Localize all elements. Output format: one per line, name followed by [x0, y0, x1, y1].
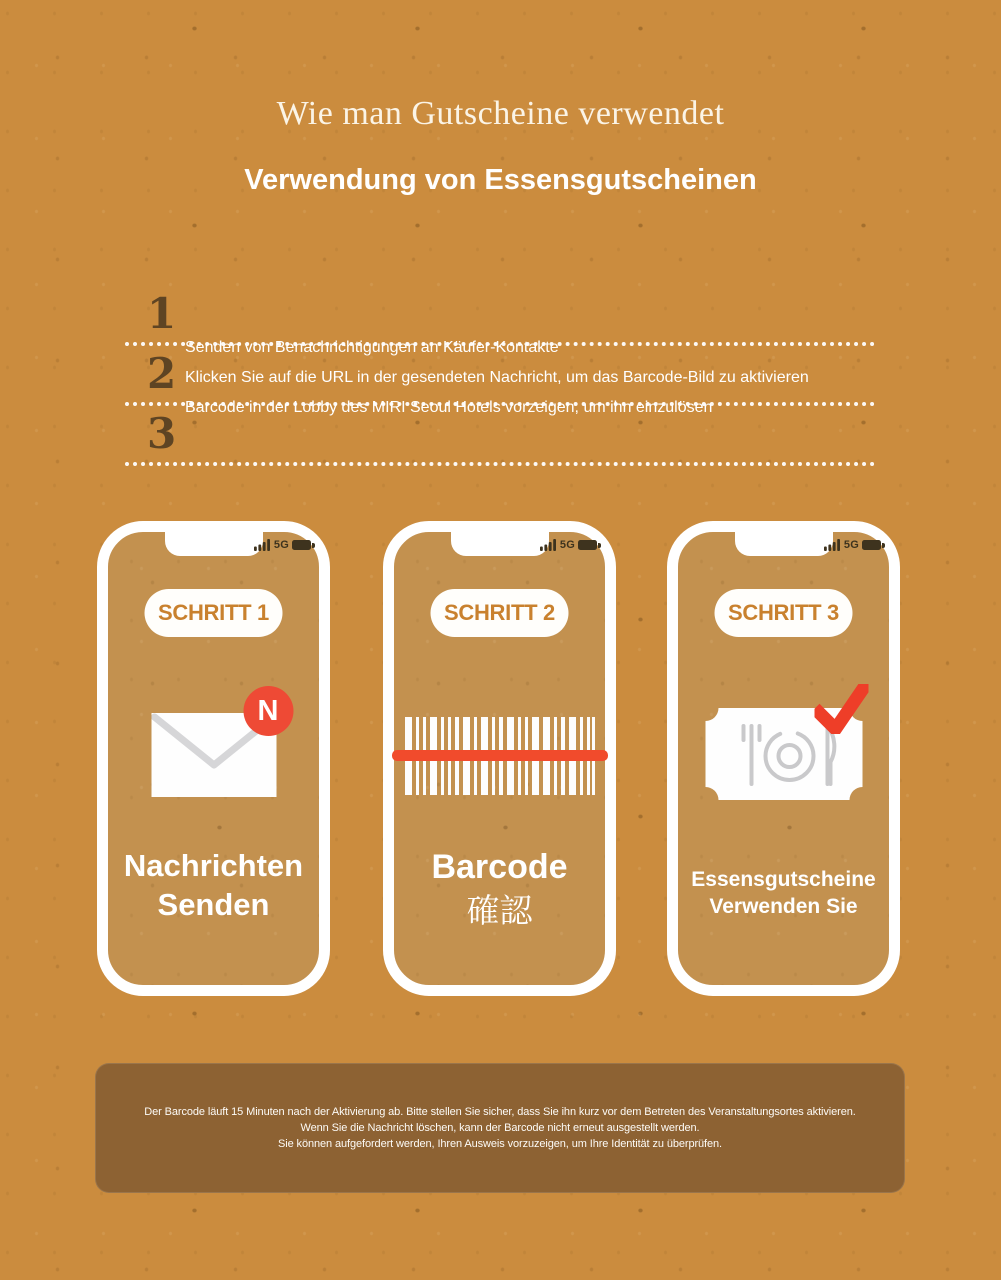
step-1-pill: SCHRITT 1 [144, 589, 283, 637]
phone-notch [165, 531, 263, 556]
step-description-1: Senden von Benachrichtigungen an Käufer-Kontakte [185, 339, 559, 356]
phone-mockup-step-2 [383, 521, 616, 996]
phone-3-label [678, 866, 889, 920]
phone-1-label-line-1: Nachrichten [123, 848, 304, 883]
page-subtitle: Verwendung von Essensgutscheinen [244, 164, 757, 196]
notification-badge: N [243, 686, 293, 736]
phone-2-label-line-2: 確認 [466, 892, 533, 929]
steps-list [125, 286, 875, 466]
step-3-pill: SCHRITT 3 [714, 589, 853, 637]
red-checkmark-icon [814, 684, 868, 734]
battery-icon [578, 540, 597, 550]
network-label: 5G [559, 539, 575, 551]
step-description-3: Barcode in der Lobby des MIRI Seoul Hotels vorzeigen, um ihn einzulösen [185, 399, 713, 416]
phone-notch [735, 531, 833, 556]
phone-notch [451, 531, 549, 556]
signal-strength-icon [254, 539, 271, 551]
phone-status-bar [254, 539, 311, 551]
phone-2-label [394, 846, 605, 934]
phone-mockup-step-1 [97, 521, 330, 996]
phone-3-label-line-2: Verwenden Sie [709, 895, 858, 918]
network-label: 5G [273, 539, 289, 551]
battery-icon [292, 540, 311, 550]
signal-strength-icon [540, 539, 557, 551]
phone-1-label [108, 846, 319, 924]
page-title: Wie man Gutscheine verwendet [276, 95, 725, 132]
signal-strength-icon [824, 539, 841, 551]
notice-line-3: Sie können aufgefordert werden, Ihren Ausweis vorzuzeigen, um Ihre Identität zu überprüfen. [277, 1138, 722, 1150]
step-number-1: 1 [147, 289, 177, 338]
notice-line-2: Wenn Sie die Nachricht löschen, kann der Barcode nicht erneut ausgestellt werden. [300, 1122, 700, 1134]
battery-icon [862, 540, 881, 550]
phone-3-label-line-1: Essensgutscheine [691, 868, 876, 891]
step-number-2: 2 [147, 349, 177, 398]
notice-box [95, 1063, 905, 1193]
step-2-pill: SCHRITT 2 [430, 589, 569, 637]
network-label: 5G [843, 539, 859, 551]
step-description-2: Klicken Sie auf die URL in der gesendeten Nachricht, um das Barcode-Bild zu aktivieren [185, 369, 809, 386]
phone-1-label-line-2: Senden [157, 887, 270, 922]
phone-status-bar [540, 539, 597, 551]
meal-voucher-check-icon [705, 708, 862, 800]
barcode-scan-icon [405, 717, 595, 795]
notice-line-1: Der Barcode läuft 15 Minuten nach der Aktivierung ab. Bitte stellen Sie sicher, dass Sie ihn kurz vor dem Betreten des Veranstaltungsortes aktivieren. [144, 1106, 856, 1118]
scan-line [392, 750, 608, 761]
envelope-notification-icon [151, 694, 279, 797]
step-number-3: 3 [147, 409, 177, 458]
phone-mockup-step-3 [667, 521, 900, 996]
phone-2-label-line-1: Barcode [431, 848, 568, 886]
phone-status-bar [824, 539, 881, 551]
step-descriptions [185, 286, 809, 470]
